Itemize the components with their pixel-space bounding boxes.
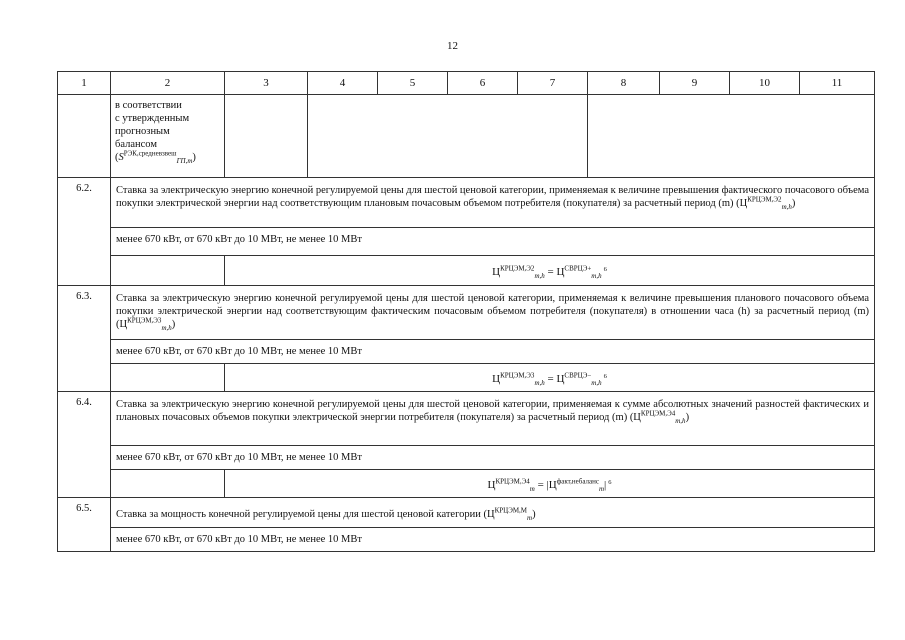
col-header: 2 xyxy=(111,72,225,95)
row-description: Ставка за электрическую энергию конечной регулируемой цены для шестой ценовой категории, применяемая к величине превышения планового почасового объема покупки электрической энергии над соответствующим фактическим почасовым объемом потребителя (покупателя) в отношении часа (h) за расчетный период (m) $(Ц^{КРЦЭМ,Э3}_{m,h})$ xyxy=(111,286,875,340)
row-description: Ставка за электрическую энергию конечной регулируемой цены для шестой ценовой категории, применяемая к величине превышения фактического почасового объема покупки электрической энергии над соответствующим плановым почасовым объемом потребителя (покупателя) за расчетный период (m) $(Ц^{КРЦЭМ,Э2}_{m,h})$ xyxy=(111,178,875,228)
col-header: 4 xyxy=(308,72,378,95)
col-header: 6 xyxy=(448,72,518,95)
voltage-levels: менее 670 кВт, от 670 кВт до 10 МВт, не менее 10 МВт xyxy=(111,528,875,552)
row-description: Ставка за электрическую энергию конечной регулируемой цены для шестой ценовой категории, применяемая к сумме абсолютных значений разностей фактических и плановых почасовых объемов покупки электрической энергии потребителя (покупателя) за расчетный период (m) $(Ц^{КРЦЭМ,Э4}_{m,h})$ xyxy=(111,392,875,446)
voltage-levels: менее 670 кВт, от 670 кВт до 10 МВт, не менее 10 МВт xyxy=(111,228,875,256)
voltage-levels: менее 670 кВт, от 670 кВт до 10 МВт, не менее 10 МВт xyxy=(111,446,875,470)
col-header: 8 xyxy=(588,72,660,95)
tariff-table xyxy=(57,71,875,552)
col-header: 10 xyxy=(730,72,800,95)
balance-symbol: $(S^{РЭК,средневзвеш}_{ГП,m})$ xyxy=(115,149,196,166)
balance-cell: в соответствии с утвержденным прогнозным балансом $(S^{РЭК,средневзвеш}_{ГП,m})$ xyxy=(111,95,225,178)
row-number: 6.2. xyxy=(58,178,111,286)
row-number: 6.3. xyxy=(58,286,111,392)
continuation-row xyxy=(58,95,875,178)
voltage-row xyxy=(58,340,875,364)
voltage-levels: менее 670 кВт, от 670 кВт до 10 МВт, не менее 10 МВт xyxy=(111,340,875,364)
col-header: 7 xyxy=(518,72,588,95)
voltage-row xyxy=(58,446,875,470)
row-description: Ставка за мощность конечной регулируемой цены для шестой ценовой категории $(Ц^{КРЦЭМ,М}_m)$ xyxy=(111,498,875,528)
row-number: 6.4. xyxy=(58,392,111,498)
table-row xyxy=(58,498,875,528)
col-header: 11 xyxy=(800,72,875,95)
table-row xyxy=(58,286,875,340)
col-header: 5 xyxy=(378,72,448,95)
table-row xyxy=(58,392,875,446)
formula: $Ц^{КРЦЭМ,Э4}_m = |Ц^{факт,небаланс}_m|$ $^6$ xyxy=(225,470,875,498)
col-header: 1 xyxy=(58,72,111,95)
row-number: 6.5. xyxy=(58,498,111,552)
page-number: 12 xyxy=(447,40,458,52)
formula-row xyxy=(58,256,875,286)
header-row xyxy=(58,72,875,95)
formula: $Ц^{КРЦЭМ,Э3}_{m,h} = Ц^{СВРЦЭ-}_{m,h}^6$ xyxy=(225,364,875,392)
voltage-row xyxy=(58,528,875,552)
col-header: 3 xyxy=(225,72,308,95)
formula-row xyxy=(58,470,875,498)
col-header: 9 xyxy=(660,72,730,95)
voltage-row xyxy=(58,228,875,256)
table-row xyxy=(58,178,875,228)
formula: $Ц^{КРЦЭМ,Э2}_{m,h} = Ц^{СВРЦЭ+}_{m,h}^6$ xyxy=(225,256,875,286)
formula-row xyxy=(58,364,875,392)
